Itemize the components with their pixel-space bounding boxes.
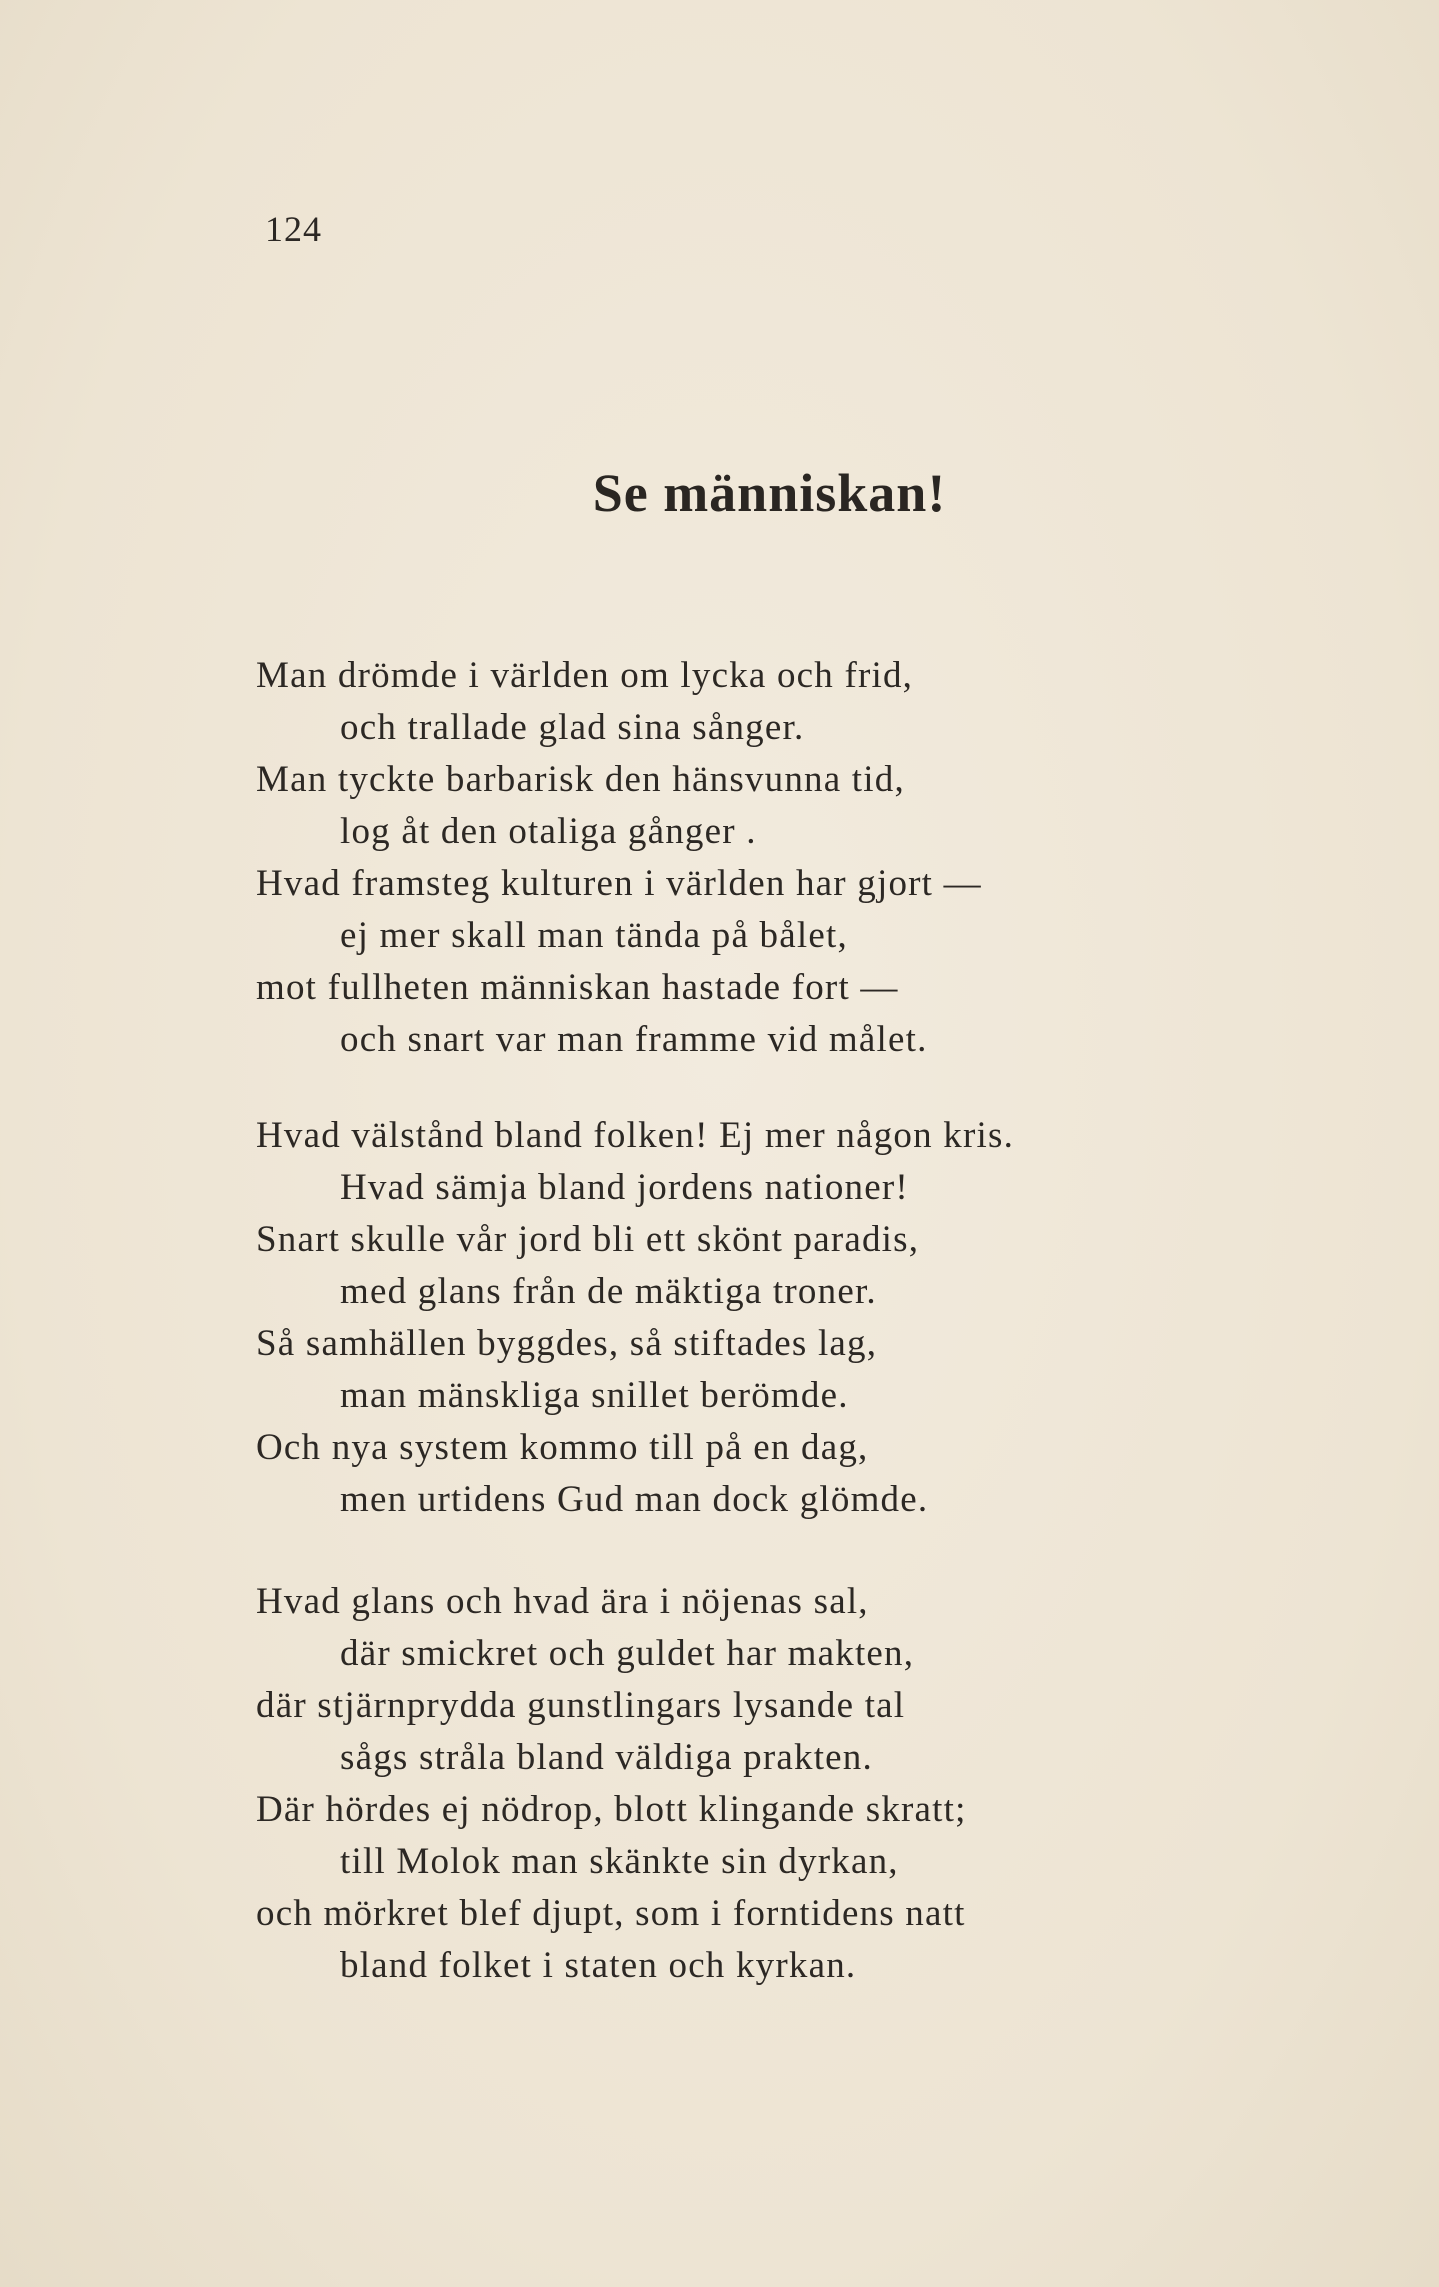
poem-title-text: Se människan! [592, 463, 947, 523]
page-number: 124 [265, 209, 322, 249]
poem-line: Man tyckte barbarisk den hänsvunna tid, [256, 759, 905, 800]
poem-line: mot fullheten människan hastade fort — [256, 967, 899, 1008]
poem-line: med glans från de mäktiga troner. [340, 1271, 877, 1312]
poem-line: Snart skulle vår jord bli ett skönt paradis, [256, 1219, 920, 1260]
poem-line: där stjärnprydda gunstlingars lysande tal [256, 1685, 906, 1726]
poem-line: där smickret och guldet har makten, [340, 1633, 915, 1674]
poem-line: Hvad välstånd bland folken! Ej mer någon kris. [256, 1115, 1015, 1156]
poem-line: och snart var man framme vid målet. [340, 1019, 928, 1060]
poem-line: men urtidens Gud man dock glömde. [340, 1479, 929, 1520]
poem-line: Hvad framsteg kulturen i världen har gjort — [256, 863, 982, 904]
stanza [256, 1110, 1306, 1526]
poem-line: log åt den otaliga gånger . [340, 811, 757, 852]
poem-line: och trallade glad sina sånger. [340, 707, 805, 748]
poem-title [0, 462, 1439, 524]
poem-line: och mörkret blef djupt, som i forntidens natt [256, 1893, 966, 1934]
stanza [256, 650, 1306, 1066]
poem-line: bland folket i staten och kyrkan. [340, 1945, 857, 1986]
poem-line: Så samhällen byggdes, så stiftades lag, [256, 1323, 878, 1364]
poem-line: Hvad sämja bland jordens nationer! [340, 1167, 909, 1208]
poem-line: man mänskliga snillet berömde. [340, 1375, 849, 1416]
poem-line: Hvad glans och hvad ära i nöjenas sal, [256, 1581, 869, 1622]
poem-line: Och nya system kommo till på en dag, [256, 1427, 869, 1468]
stanza [256, 1576, 1306, 1992]
poem-line: Man drömde i världen om lycka och frid, [256, 655, 914, 696]
poem-line: ej mer skall man tända på bålet, [340, 915, 848, 956]
poem-line: till Molok man skänkte sin dyrkan, [340, 1841, 899, 1882]
poem-line: sågs stråla bland väldiga prakten. [340, 1737, 873, 1778]
poem-line: Där hördes ej nödrop, blott klingande skratt; [256, 1789, 967, 1830]
